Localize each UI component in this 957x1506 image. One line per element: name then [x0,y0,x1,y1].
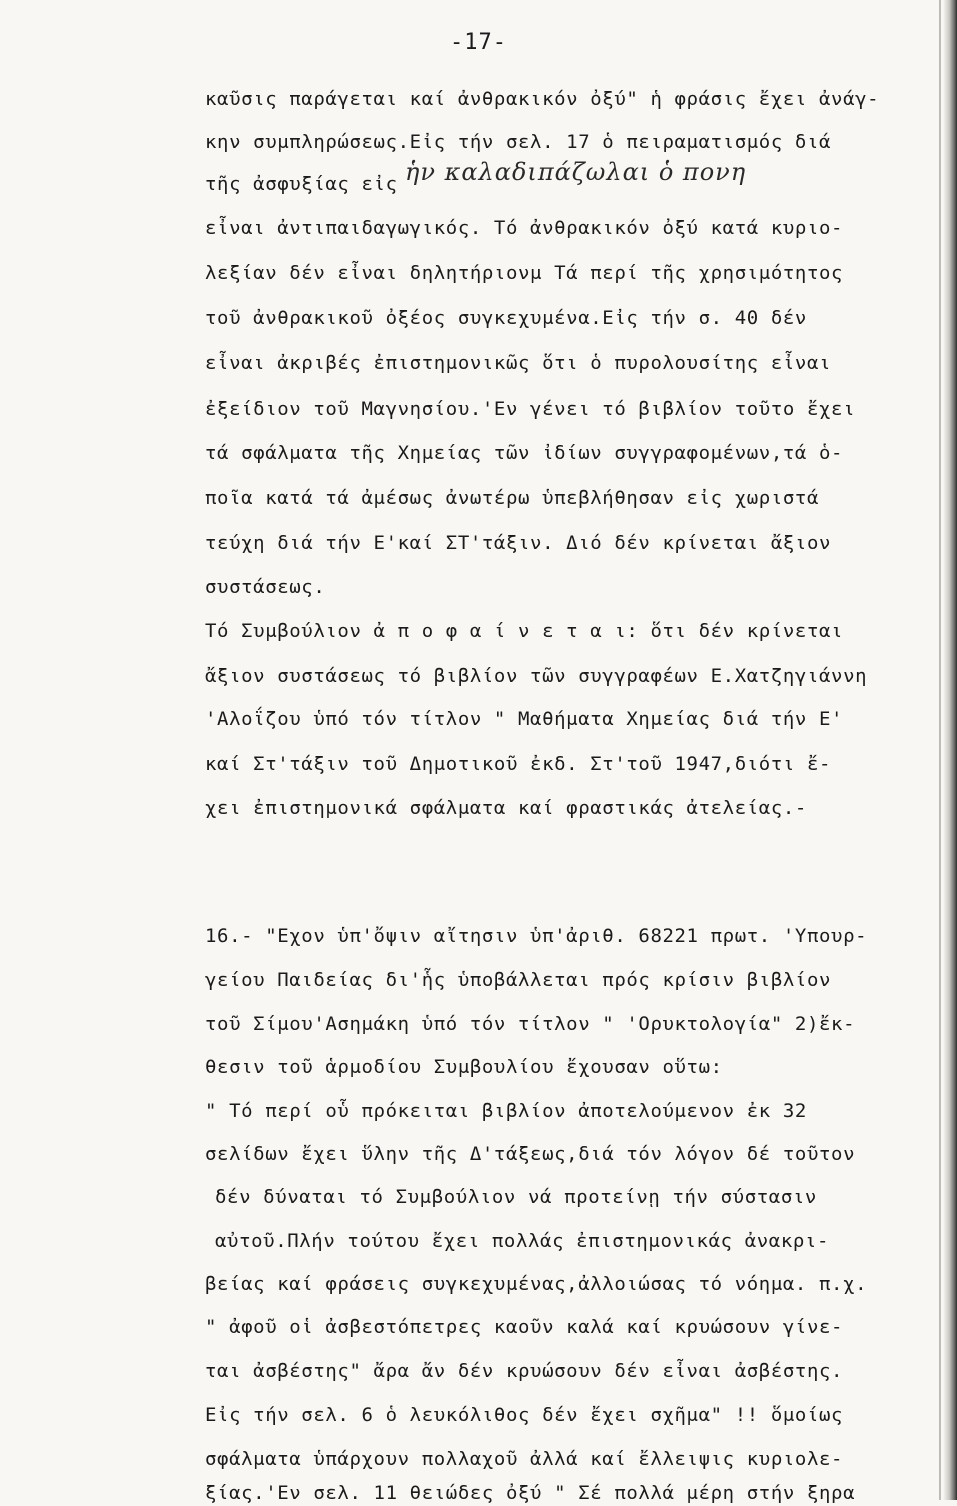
text-line-31: ξίας.'Εν σελ. 11 θειώδες ὀξύ " Σέ πολλά μέρη στήν ξηρα [205,1482,856,1504]
text-line-19: γείου Παιδείας δι'ἧς ὑποβάλλεται πρός κρίσιν βιβλίον [205,969,832,991]
text-line-29: Εἰς τήν σελ. 6 ὁ λευκόλιθος δέν ἔχει σχῆμα" !! ὅμοίως [205,1404,844,1426]
text-line-17: χει ἐπιστημονικά σφάλματα καί φραστικάς ἀτελείας.- [205,797,807,819]
page-edge-line [939,0,941,1500]
text-line-20: τοῦ Σίμου'Ασημάκη ὑπό τόν τίτλον " 'Ορυκτολογία" 2)ἔκ- [205,1013,856,1035]
page-number: -17- [450,30,507,55]
text-line-8: ἐξείδιον τοῦ Μαγνησίου.'Εν γένει τό βιβλίον τοῦτο ἔχει [205,398,856,420]
text-line-4: εἶναι ἀντιπαιδαγωγικός. Τό ἀνθρακικόν ὀξύ κατά κυριο- [205,217,844,239]
text-line-7: εἶναι ἀκριβές ἐπιστημονικῶς ὅτι ὁ πυρολουσίτης εἶναι [205,352,832,374]
text-line-28: ται ἀσβέστης" ἄρα ἄν δέν κρυώσουν δέν εἶναι ἀσβέστης. [205,1360,844,1382]
text-line-15: 'Αλοΐζου ὑπό τόν τίτλον " Μαθήματα Χημείας διά τήν Ε' [205,708,844,730]
text-line-14: ἄξιον συστάσεως τό βιβλίον τῶν συγγραφέων Ε.Χατζηγιάννη [205,665,868,687]
text-line-3: τῆς ἀσφυξίας εἰς [205,173,398,195]
text-line-13: Τό Συμβούλιον ἀ π ο φ α ί ν ε τ α ι: ὅτι δέν κρίνεται [205,620,844,642]
text-line-6: τοῦ ἀνθρακικοῦ ὀξέος συγκεχυμένα.Εἰς τήν σ. 40 δέν [205,307,807,329]
text-line-10: ποῖα κατά τά ἀμέσως ἀνωτέρω ὑπεβλήθησαν εἰς χωριστά [205,487,819,509]
text-line-1: καῦσις παράγεται καί ἀνθρακικόν ὀξύ" ἡ φράσις ἔχει ἀνάγ- [205,88,880,110]
text-line-18: 16.- "Εχον ὑπ'ὄψιν αἴτησιν ὑπ'ἀριθ. 68221 πρωτ. 'Υπουρ- [205,925,868,947]
text-line-22: " Τό περί οὗ πρόκειται βιβλίον ἀποτελούμενον ἐκ 32 [205,1100,807,1122]
text-line-12: συστάσεως. [205,576,326,598]
text-line-24: δέν δύναται τό Συμβούλιον νά προτείνῃ τήν σύστασιν [215,1186,817,1208]
text-line-26: βείας καί φράσεις συγκεχυμένας,ἀλλοιώσας τό νόημα. π.χ. [205,1273,868,1295]
text-line-9: τά σφάλματα τῆς Χημείας τῶν ἰδίων συγγραφομένων,τά ὁ- [205,442,844,464]
text-line-27: " ἀφοῦ οἱ ἀσβεστόπετρες καοῦν καλά καί κρυώσουν γίνε- [205,1316,844,1338]
text-line-23: σελίδων ἔχει ὕλην τῆς Δ'τάξεως,διά τόν λόγον δέ τοῦτον [205,1143,856,1165]
text-line-21: θεσιν τοῦ ἁρμοδίου Συμβουλίου ἔχουσαν οὕτω: [205,1056,723,1078]
text-line-16: καί Στ'τάξιν τοῦ Δημοτικοῦ ἐκδ. Στ'τοῦ 1947,διότι ἔ- [205,753,832,775]
page-edge-shadow [943,0,957,1500]
text-line-5: λεξίαν δέν εἶναι δηλητήριονμ Τά περί τῆς χρησιμότητος [205,262,844,284]
text-line-11: τεύχη διά τήν Ε'καί ΣΤ'τάξιν. Διό δέν κρίνεται ἄξιον [205,532,832,554]
text-line-30: σφάλματα ὑπάρχουν πολλαχοῦ ἀλλά καί ἔλλειψις κυριολε- [205,1448,844,1470]
text-line-2: κην συμπληρώσεως.Εἰς τήν σελ. 17 ὁ πειραματισμός διά [205,131,832,153]
handwritten-note: ἡν καλαδιπάζωλαι ὁ πονη [405,158,747,186]
text-line-25: αὐτοῦ.Πλήν τούτου ἔχει πολλάς ἐπιστημονικάς ἀνακρι- [215,1230,829,1252]
